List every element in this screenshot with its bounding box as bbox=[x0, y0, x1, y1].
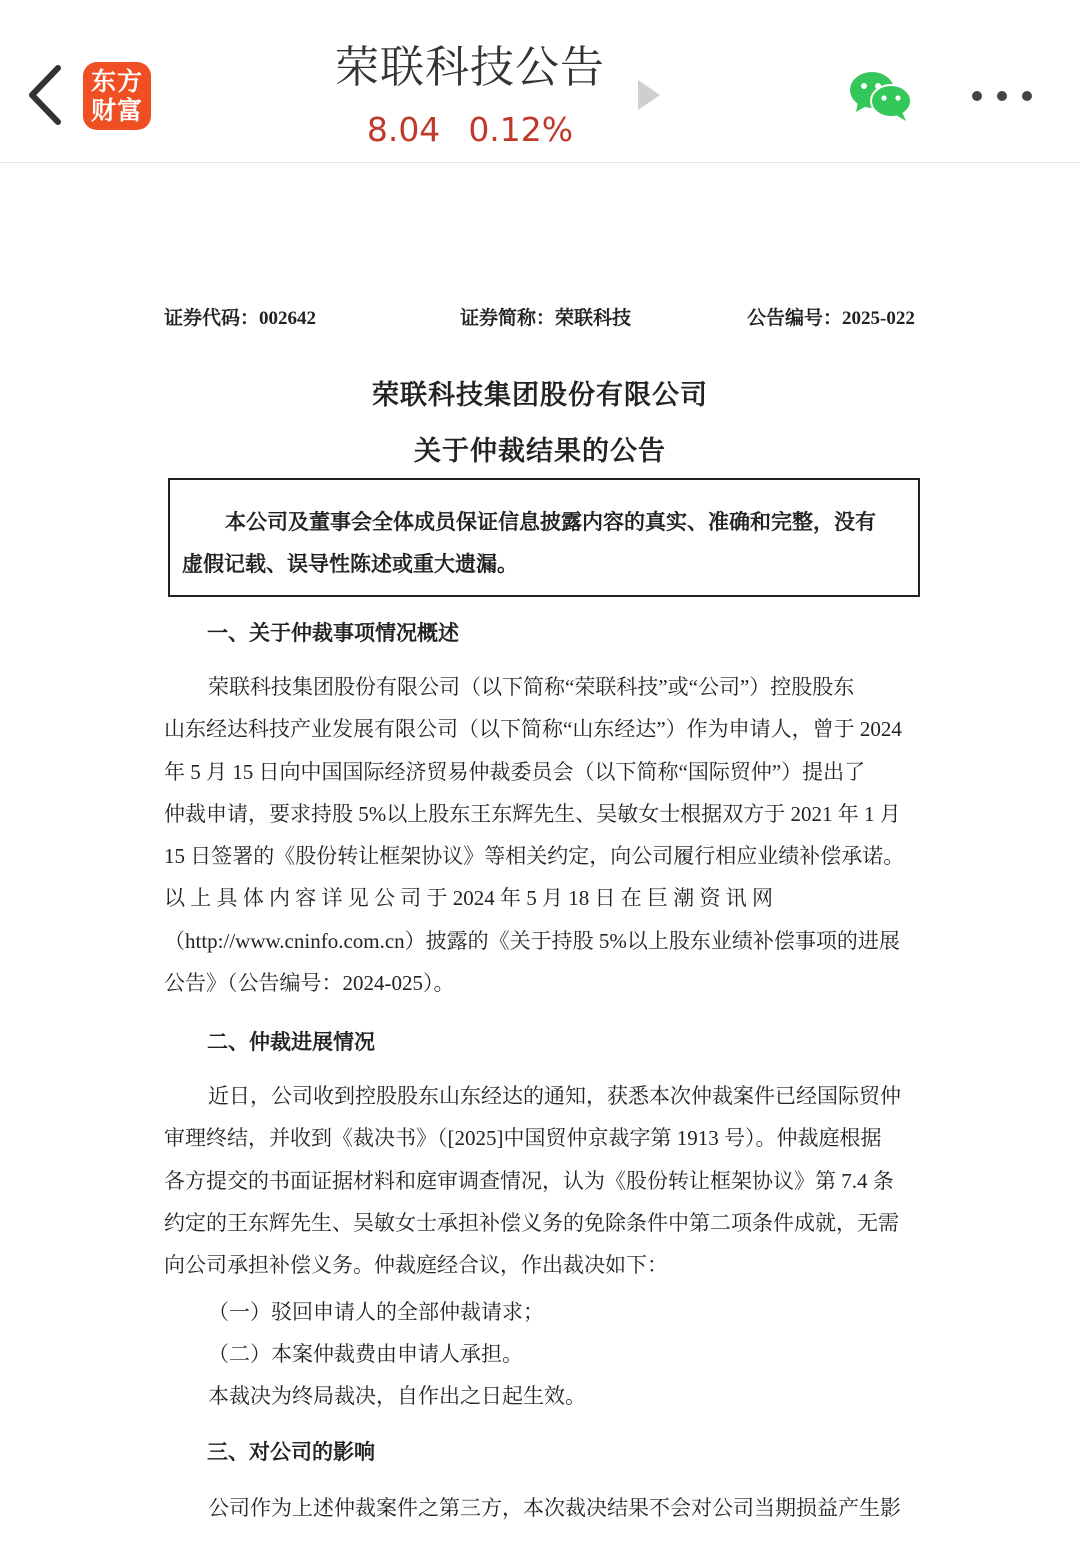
play-triangle-icon[interactable] bbox=[638, 80, 660, 110]
announcement-document bbox=[0, 163, 1080, 1552]
company-name: 荣联科技集团股份有限公司 bbox=[372, 380, 708, 410]
paragraph-2 bbox=[164, 1075, 916, 1286]
disclosure-line-2: 虚假记载、误导性陈述或重大遗漏。 bbox=[182, 552, 518, 576]
para2-line: 约定的王东辉先生、吴敏女士承担补偿义务的免除条件中第二项条件成就，无需 bbox=[164, 1210, 899, 1235]
stock-short-name: 证券简称：荣联科技 bbox=[460, 308, 632, 329]
disclosure-line-1: 本公司及董事会全体成员保证信息披露内容的真实、准确和完整，没有 bbox=[225, 510, 876, 534]
stock-header bbox=[300, 36, 640, 152]
stock-change: 0.12% bbox=[468, 110, 574, 149]
para1-line: （http://www.cninfo.com.cn）披露的《关于持股 5%以上股东业绩补偿事项的进展 bbox=[164, 928, 900, 953]
paragraph-1 bbox=[164, 666, 916, 1004]
announcement-title: 关于仲裁结果的公告 bbox=[414, 436, 666, 466]
top-bar bbox=[0, 0, 1080, 163]
para1-line: 仲裁申请，要求持股 5%以上股东王东辉先生、吴敏女士根据双方于 2021 年 1 月 bbox=[164, 801, 901, 826]
para1-line: 以 上 具 体 内 容 详 见 公 司 于 2024 年 5 月 18 日 在 巨 潮 资 讯 网 bbox=[164, 886, 773, 911]
stock-price: 8.04 bbox=[366, 110, 441, 149]
ruling-final: 本裁决为终局裁决，自作出之日起生效。 bbox=[208, 1384, 586, 1408]
logo-line-2: 财富 bbox=[90, 96, 143, 125]
section-heading-3: 三、对公司的影响 bbox=[207, 1440, 375, 1464]
para1-line: 荣联科技集团股份有限公司（以下简称“荣联科技”或“公司”）控股股东 bbox=[208, 675, 855, 699]
notice-number: 公告编号：2025-022 bbox=[747, 308, 915, 329]
paragraph-3: 公司作为上述仲裁案件之第三方，本次裁决结果不会对公司当期损益产生影 bbox=[208, 1496, 901, 1520]
ruling-item-1: （一）驳回申请人的全部仲裁请求； bbox=[208, 1300, 544, 1324]
app-logo[interactable] bbox=[83, 62, 151, 130]
para1-line: 年 5 月 15 日向中国国际经济贸易仲裁委员会（以下简称“国际贸仲”）提出了 bbox=[164, 759, 866, 784]
para1-line: 山东经达科技产业发展有限公司（以下简称“山东经达”）作为申请人，曾于 2024 bbox=[164, 717, 902, 742]
para2-line: 审理终结，并收到《裁决书》（[2025]中国贸仲京裁字第 1913 号）。仲裁庭根据 bbox=[164, 1126, 882, 1151]
back-arrow-icon[interactable] bbox=[24, 62, 68, 128]
ruling-item-2: （二）本案仲裁费由申请人承担。 bbox=[208, 1342, 523, 1366]
para1-line: 15 日签署的《股份转让框架协议》等相关约定，向公司履行相应业绩补偿承诺。 bbox=[164, 844, 905, 869]
stock-code: 证券代码：002642 bbox=[164, 308, 317, 329]
page-title: 荣联科技公告 bbox=[335, 42, 605, 93]
section-heading-2: 二、仲裁进展情况 bbox=[207, 1030, 375, 1054]
logo-line-1: 东方 bbox=[90, 67, 143, 96]
para2-line: 近日，公司收到控股股东山东经达的通知，获悉本次仲裁案件已经国际贸仲 bbox=[208, 1084, 901, 1108]
more-dots-icon[interactable] bbox=[972, 84, 1032, 108]
para2-line: 向公司承担补偿义务。仲裁庭经合议，作出裁决如下： bbox=[164, 1253, 668, 1278]
stock-quote bbox=[300, 108, 640, 152]
section-heading-1: 一、关于仲裁事项情况概述 bbox=[207, 621, 459, 645]
wechat-icon[interactable] bbox=[848, 68, 914, 122]
para1-line: 公告》（公告编号：2024-025）。 bbox=[164, 971, 455, 996]
para2-line: 各方提交的书面证据材料和庭审调查情况，认为《股份转让框架协议》第 7.4 条 bbox=[164, 1168, 894, 1193]
